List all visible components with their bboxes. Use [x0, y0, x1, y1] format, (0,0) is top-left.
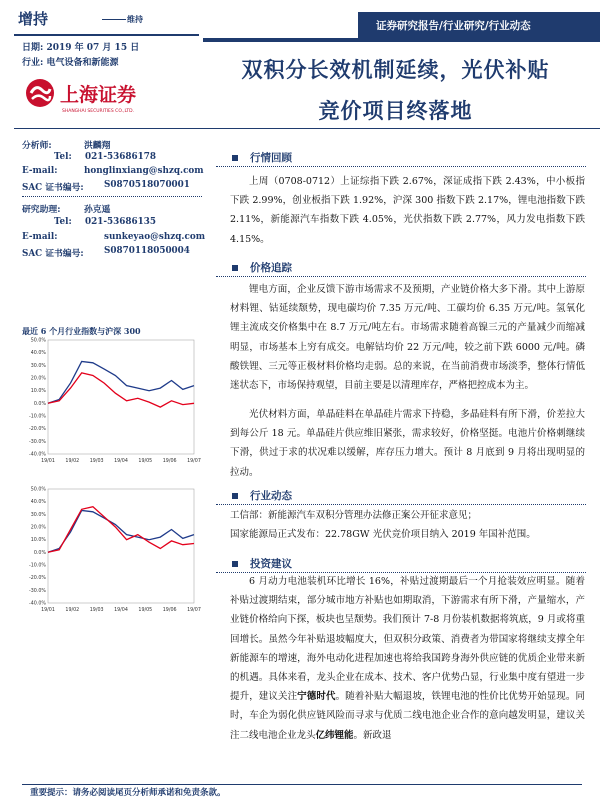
y-tick-label: 10.0% — [30, 538, 46, 544]
price-tracking-paragraph-1: 锂电方面，企业反馈下游市场需求不及预期，产业链价格大多下滑。其中上游原材料锂、钴延续颓势，现电碳均价 7.35 万元/吨、工碳均价 6.35 万元/吨。氢氧化锂主流成交价格集中在 8.7 万元/吨左右。市场需求随着高镍三元的产量减少而缩减明显，市场基本上穷有成交。电解钴均价 22 万元/吨，较之前下跌 6000 元/吨。磷酸铁锂、三元等正极材料价格均走弱。总的来说，在当前消费市场淡季，整体行情低迷状态下，市场保持观望，目前主要是以清理库存，严格把控成本为主。 — [230, 284, 585, 392]
analyst-sac-row — [22, 180, 190, 193]
assistant-email[interactable]: sunkeyao@shzq.com — [104, 232, 206, 242]
industry-news-item-2: 国家能源局正式发布：22.78GW 光伏竞价项目纳入 2019 年国补范围。 — [230, 529, 536, 540]
title-top-bar — [203, 38, 600, 42]
x-tick-label: 19/01 — [41, 459, 55, 464]
x-tick-label: 19/06 — [162, 459, 177, 464]
section-investment-advice-heading — [232, 556, 292, 571]
y-tick-label: 50.0% — [30, 487, 46, 493]
bullet-square-icon — [232, 155, 238, 161]
assistant-name: 孙克遥 — [84, 205, 111, 215]
bullet-square-icon — [232, 561, 238, 567]
footer-rule — [22, 784, 582, 785]
analyst-tel: 021-53686178 — [85, 152, 156, 162]
assistant-label: 研究助理: — [22, 205, 61, 215]
section-rule — [216, 504, 586, 505]
rating-label: 增持 — [18, 10, 49, 28]
y-tick-label: 50.0% — [30, 338, 46, 344]
report-title-line-1: 双积分长效机制延续，光伏补贴 — [241, 57, 550, 82]
rating-sub-label: 维持 — [127, 14, 143, 24]
company-logo — [22, 76, 182, 116]
price-tracking-paragraph-2: 光伏材料方面，单晶硅料在单晶硅片需求下持稳，多晶硅料有所下滑，价差拉大到每公斤 18 元。单晶硅片供应维旧紧张，需求较好，价格坚挺。电池片价格刺继续下滑，供过于求的状况难以缓解，库存压力增大。预计 8 月底到 9 月将出现明显的拉动。 — [230, 409, 585, 478]
y-tick-label: 30.0% — [30, 512, 46, 518]
y-tick-label: 40.0% — [30, 351, 46, 357]
disclaimer-note: 重要提示：请务必阅读尾页分析师承诺和免责条款。 — [30, 788, 226, 798]
series-line-1 — [48, 373, 194, 407]
industry-vs-hs300-chart-2 — [22, 485, 202, 620]
sac2-label: SAC 证书编号: — [22, 249, 84, 259]
y-tick-label: 40.0% — [30, 500, 46, 506]
y-tick-label: -30.0% — [29, 439, 46, 445]
x-tick-label: 19/04 — [114, 608, 128, 613]
bullet-square-icon — [232, 493, 238, 499]
advice-text-part: 6 月动力电池装机环比增长 16%，补贴过渡期最后一个月抢装效应明显。随着补贴过渡期结束，部分城市地方补贴也如期取消，下游需求有所下滑，产量缩水，产业链价格给向下探，板块也呈颓势。我们预计 7-8 月份装机数据将筑底，9 月或将重回增长。虽然今年补贴退坡幅度大，但双积分政策、消费者为带国家将继续支撑全年新能源车的增速，海外电动化进程加速也将给我国跨身海外供应链的优质企业带来新的机遇。具体来看，龙头企业在成本、技术、客户优势凸显，行业集中度有望进一步提升，建议关注 — [230, 576, 585, 703]
report-industry: 行业: 电气设备和新能源 — [22, 58, 119, 68]
y-tick-label: -20.0% — [29, 427, 46, 433]
assistant-email-row — [22, 232, 206, 242]
x-tick-label: 19/03 — [89, 608, 104, 613]
x-tick-label: 19/02 — [65, 608, 80, 613]
section-title: 行业动态 — [250, 490, 292, 502]
plot-frame — [48, 489, 194, 603]
y-tick-label: -40.0% — [29, 452, 46, 458]
y-tick-label: 20.0% — [30, 525, 46, 531]
section-title: 投资建议 — [250, 558, 292, 570]
assistant-tel-row — [54, 217, 156, 227]
email-label: E-mail: — [22, 166, 58, 176]
section-industry-news-heading — [232, 488, 292, 503]
x-tick-label: 19/05 — [138, 608, 153, 613]
analyst-sac: S0870518070001 — [104, 180, 190, 190]
market-review-paragraph: 上周（0708-0712）上证综指下跌 2.67%，深证成指下跌 2.43%，中小板指下跌 2.99%，创业板指下跌 1.92%，沪深 300 指数下跌 2.17%，锂电池指数下跌 2.11%，新能源汽车指数下跌 4.05%，光伏指数下跌 2.77%，风力发电指数下跌 4.15%。 — [230, 176, 585, 245]
logo-text: 上海证券 — [60, 84, 137, 106]
bullet-square-icon — [232, 265, 238, 271]
y-tick-label: -20.0% — [29, 576, 46, 582]
report-title-line-2: 竞价项目终落地 — [318, 98, 473, 123]
highlight-company-eve: 亿纬锂能 — [315, 729, 354, 741]
section-price-tracking-heading — [232, 260, 292, 275]
y-tick-label: 0.0% — [33, 550, 46, 556]
assistant-sac-row — [22, 246, 190, 259]
analyst-label: 分析师: — [22, 141, 52, 151]
advice-text-part: 。随着补贴大幅退坡，铁锂电池的性价比优势开始显现。同时，车企为弱化供应链风险而寻求与优质二线电池企业合作的意向越发明显，建议关注二线电池企业龙头 — [230, 691, 585, 741]
assistant-sac: S0870118050004 — [104, 246, 190, 256]
header-left-rule — [14, 34, 199, 36]
section-rule — [216, 166, 586, 167]
x-tick-label: 19/01 — [41, 608, 55, 613]
report-category-banner: 证券研究报告/行业研究/行业动态 — [358, 12, 600, 38]
section-title: 价格追踪 — [250, 262, 292, 274]
x-tick-label: 19/05 — [138, 459, 153, 464]
y-tick-label: -10.0% — [29, 563, 46, 569]
x-tick-label: 19/06 — [162, 608, 177, 613]
sac-label: SAC 证书编号: — [22, 183, 84, 193]
assistant-row — [22, 202, 111, 215]
analyst-tel-row — [54, 152, 156, 162]
email2-label: E-mail: — [22, 232, 58, 242]
analyst-name: 洪麟翔 — [84, 141, 111, 151]
y-tick-label: -10.0% — [29, 414, 46, 420]
y-tick-label: -40.0% — [29, 601, 46, 607]
industry-news-item-1: 工信部：新能源汽车双积分管理办法修正案公开征求意见； — [230, 510, 478, 521]
highlight-company-catl: 宁德时代 — [297, 691, 336, 703]
investment-advice-paragraph — [230, 572, 585, 782]
section-rule — [216, 276, 586, 277]
section-market-review-heading — [232, 150, 292, 165]
report-date: 日期: 2019 年 07 月 15 日 — [22, 43, 140, 53]
tel-label: Tel: — [54, 152, 72, 162]
rating-divider — [102, 19, 126, 20]
sidebar-divider — [22, 196, 202, 197]
x-tick-label: 19/03 — [89, 459, 104, 464]
section-title: 行情回顾 — [250, 152, 292, 164]
x-tick-label: 19/07 — [187, 608, 201, 613]
logo-en-text: SHANGHAI SECURITIES CO.,LTD. — [62, 109, 135, 114]
tel2-label: Tel: — [54, 217, 72, 227]
y-tick-label: 20.0% — [30, 376, 46, 382]
analyst-email-row — [22, 166, 204, 176]
y-tick-label: -30.0% — [29, 588, 46, 594]
analyst-email[interactable]: honglinxiang@shzq.com — [84, 166, 204, 176]
x-tick-label: 19/07 — [187, 459, 201, 464]
logo-icon — [22, 76, 182, 116]
industry-vs-hs300-chart-1 — [22, 336, 202, 471]
x-tick-label: 19/02 — [65, 459, 80, 464]
assistant-tel: 021-53686135 — [85, 217, 156, 227]
analyst-row — [22, 138, 111, 151]
advice-text-part: 。新政退 — [353, 729, 392, 741]
y-tick-label: 30.0% — [30, 363, 46, 369]
chart-caption: 最近 6 个月行业指数与沪深 300 — [22, 326, 141, 336]
header-rule — [14, 128, 600, 129]
y-tick-label: 10.0% — [30, 389, 46, 395]
y-tick-label: 0.0% — [33, 401, 46, 407]
x-tick-label: 19/04 — [114, 459, 128, 464]
